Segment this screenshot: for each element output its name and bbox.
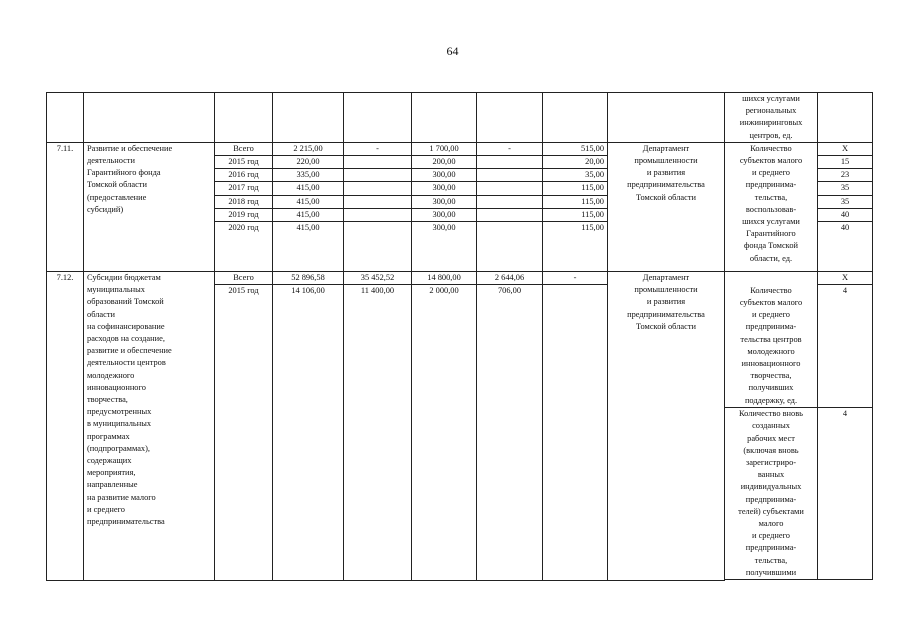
event-name: Развитие и обеспечение деятельности Гарантийного фонда Томской области (предоставление субсидий) [84,142,215,271]
regional-cell: 14 800,00 [412,272,477,285]
regional-cell: 200,00 [412,156,477,169]
year-cell: 2019 год [215,208,273,221]
value-cell: 35 [818,195,873,208]
row-number: 7.12. [47,272,84,581]
total-cell: 415,00 [273,195,344,208]
total-cell: 14 106,00 [273,285,344,580]
extrabudget-cell: 115,00 [543,222,608,272]
value-cell: 40 [818,222,873,272]
total-cell: 415,00 [273,208,344,221]
value-cell: 23 [818,169,873,182]
extrabudget-cell: 115,00 [543,195,608,208]
year-cell: Всего [215,142,273,155]
year-cell: 2016 год [215,169,273,182]
total-cell: 220,00 [273,156,344,169]
municipal-cell: 706,00 [477,285,543,580]
value-cell: 4 [818,285,873,408]
federal-cell [344,195,412,208]
year-cell: 2020 год [215,222,273,272]
extrabudget-cell: 115,00 [543,182,608,195]
federal-cell: 35 452,52 [344,272,412,285]
total-cell: 335,00 [273,169,344,182]
municipal-cell [477,169,543,182]
indicator-text: шихся услугами региональных инжиниринговых центров, ед. [725,93,818,143]
regional-cell: 300,00 [412,195,477,208]
year-cell: 2015 год [215,156,273,169]
value-cell: 15 [818,156,873,169]
indicator-cell: Количество субъектов малого и среднего предпринима- тельства центров молодежного инновационного творчества, получивших поддержку, ед. [725,285,818,408]
table-row-7-11-total [47,142,873,155]
year-cell: 2015 год [215,285,273,580]
executor-cell: Департамент промышленности и развития предпринимательства Томской области [608,272,725,581]
municipal-cell [477,156,543,169]
regional-cell: 300,00 [412,208,477,221]
federal-cell [344,156,412,169]
regional-cell: 300,00 [412,222,477,272]
year-cell: 2018 год [215,195,273,208]
total-cell: 2 215,00 [273,142,344,155]
municipal-cell [477,195,543,208]
page-number: 64 [446,44,459,58]
program-table [46,92,873,581]
municipal-cell: 2 644,06 [477,272,543,285]
municipal-cell: - [477,142,543,155]
executor-cell: Департамент промышленности и развития предпринимательства Томской области [608,142,725,271]
extrabudget-cell: 35,00 [543,169,608,182]
indicator-cell: Количество вновь созданных рабочих мест (включая вновь зарегистриро- ванных индивидуальных предпринима- телей) субъектами малого и среднего предпринима- тельства, получившими [725,408,818,580]
value-cell: 40 [818,208,873,221]
municipal-cell [477,222,543,272]
value-cell: Х [818,272,873,285]
extrabudget-cell: 115,00 [543,208,608,221]
municipal-cell [477,182,543,195]
regional-cell: 1 700,00 [412,142,477,155]
total-cell: 52 896,58 [273,272,344,285]
row-number: 7.11. [47,142,84,271]
regional-cell: 2 000,00 [412,285,477,580]
extrabudget-cell: 20,00 [543,156,608,169]
table-row-7-12-total [47,272,873,285]
federal-cell: - [344,142,412,155]
regional-cell: 300,00 [412,182,477,195]
indicator-cell: Количество субъектов малого и среднего предпринима- тельства, воспользовав- шихся услугами Гарантийного фонда Томской области, ед. [725,142,818,271]
total-cell: 415,00 [273,182,344,195]
federal-cell [344,208,412,221]
municipal-cell [477,208,543,221]
extrabudget-cell: - [543,272,608,285]
year-cell: Всего [215,272,273,285]
year-cell: 2017 год [215,182,273,195]
value-cell: Х [818,142,873,155]
federal-cell [344,182,412,195]
federal-cell: 11 400,00 [344,285,412,580]
value-cell: 4 [818,408,873,580]
value-cell: 35 [818,182,873,195]
extrabudget-cell: 515,00 [543,142,608,155]
event-name: Субсидии бюджетам муниципальных образований Томской области на софинансирование расходов на создание, развитие и обеспечение деятельности центров молодежного инновационного творчества, предусмотренных в муниципальных программах (подпрограммах), содержащих мероприятия, направленные на развитие малого и среднего предпринимательства [84,272,215,581]
regional-cell: 300,00 [412,169,477,182]
total-cell: 415,00 [273,222,344,272]
continuation-row [47,93,873,143]
federal-cell [344,169,412,182]
federal-cell [344,222,412,272]
extrabudget-cell [543,285,608,580]
